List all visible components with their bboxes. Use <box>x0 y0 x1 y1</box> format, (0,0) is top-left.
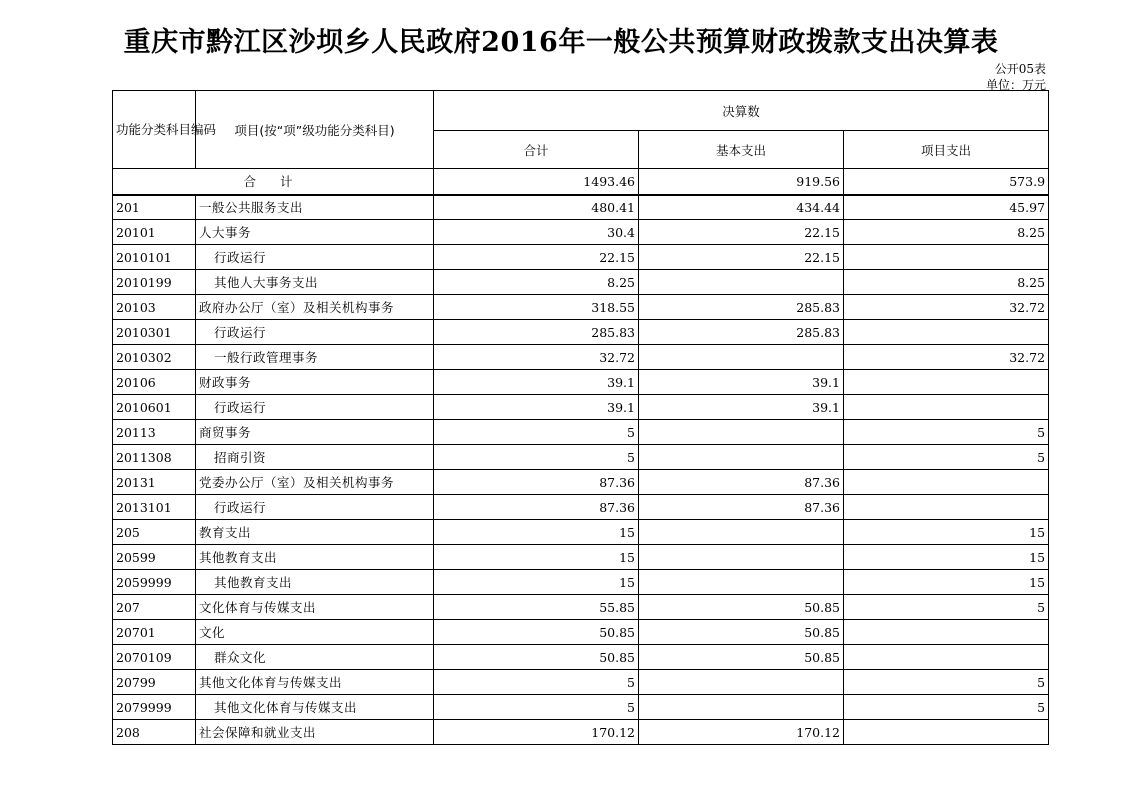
row-total: 15 <box>434 545 639 570</box>
row-code: 2010199 <box>113 270 196 295</box>
row-basic: 50.85 <box>639 620 844 645</box>
row-basic: 50.85 <box>639 595 844 620</box>
table-row <box>113 370 1049 395</box>
row-project: 8.25 <box>844 220 1049 245</box>
table-row <box>113 320 1049 345</box>
row-project: 5 <box>844 670 1049 695</box>
row-project: 32.72 <box>844 295 1049 320</box>
row-basic: 22.15 <box>639 220 844 245</box>
row-basic: 170.12 <box>639 720 844 745</box>
table-row <box>113 395 1049 420</box>
row-basic: 434.44 <box>639 195 844 220</box>
row-name: 一般行政管理事务 <box>196 345 434 370</box>
table-row <box>113 545 1049 570</box>
row-code: 205 <box>113 520 196 545</box>
row-basic: 285.83 <box>639 320 844 345</box>
row-name: 文化体育与传媒支出 <box>196 595 434 620</box>
row-name: 行政运行 <box>196 395 434 420</box>
row-basic: 87.36 <box>639 470 844 495</box>
row-project: 5 <box>844 420 1049 445</box>
table-row <box>113 245 1049 270</box>
row-code: 208 <box>113 720 196 745</box>
row-code: 20599 <box>113 545 196 570</box>
row-total: 39.1 <box>434 370 639 395</box>
row-project <box>844 720 1049 745</box>
header-code: 功能分类科目编码 <box>113 91 196 169</box>
row-name: 人大事务 <box>196 220 434 245</box>
row-basic <box>639 570 844 595</box>
row-code: 20106 <box>113 370 196 395</box>
row-total: 480.41 <box>434 195 639 220</box>
row-basic: 87.36 <box>639 495 844 520</box>
row-basic: 50.85 <box>639 645 844 670</box>
row-name: 财政事务 <box>196 370 434 395</box>
table-row <box>113 445 1049 470</box>
row-name: 其他文化体育与传媒支出 <box>196 695 434 720</box>
row-total: 5 <box>434 670 639 695</box>
header-final-amount: 决算数 <box>434 91 1049 131</box>
table-row <box>113 420 1049 445</box>
row-code: 2013101 <box>113 495 196 520</box>
row-name: 其他教育支出 <box>196 545 434 570</box>
row-total: 87.36 <box>434 470 639 495</box>
row-project <box>844 620 1049 645</box>
row-code: 20101 <box>113 220 196 245</box>
table-row <box>113 295 1049 320</box>
row-code: 2010601 <box>113 395 196 420</box>
row-name: 社会保障和就业支出 <box>196 720 434 745</box>
row-basic: 285.83 <box>639 295 844 320</box>
row-name: 招商引资 <box>196 445 434 470</box>
row-basic <box>639 445 844 470</box>
row-name: 文化 <box>196 620 434 645</box>
row-project: 15 <box>844 570 1049 595</box>
row-total: 15 <box>434 520 639 545</box>
row-total: 55.85 <box>434 595 639 620</box>
row-project <box>844 370 1049 395</box>
row-name: 商贸事务 <box>196 420 434 445</box>
table-row <box>113 520 1049 545</box>
row-code: 20701 <box>113 620 196 645</box>
row-total: 87.36 <box>434 495 639 520</box>
row-code: 20799 <box>113 670 196 695</box>
row-code: 2070109 <box>113 645 196 670</box>
page-title: 重庆市黔江区沙坝乡人民政府2016年一般公共预算财政拨款支出决算表 <box>123 27 999 58</box>
row-name: 一般公共服务支出 <box>196 195 434 220</box>
row-project <box>844 395 1049 420</box>
table-row <box>113 620 1049 645</box>
header-basic: 基本支出 <box>639 131 844 169</box>
row-code: 2010101 <box>113 245 196 270</box>
row-basic <box>639 545 844 570</box>
row-total: 50.85 <box>434 645 639 670</box>
row-project: 45.97 <box>844 195 1049 220</box>
row-total: 5 <box>434 695 639 720</box>
row-total: 32.72 <box>434 345 639 370</box>
row-name: 政府办公厅（室）及相关机构事务 <box>196 295 434 320</box>
row-total: 5 <box>434 445 639 470</box>
row-name: 党委办公厅（室）及相关机构事务 <box>196 470 434 495</box>
row-basic <box>639 670 844 695</box>
header-total: 合计 <box>434 131 639 169</box>
total-basic: 919.56 <box>639 169 844 195</box>
total-row <box>113 169 1049 195</box>
table-row <box>113 645 1049 670</box>
row-code: 20113 <box>113 420 196 445</box>
row-project: 15 <box>844 545 1049 570</box>
row-name: 其他人大事务支出 <box>196 270 434 295</box>
unit-label: 单位：万元 <box>985 78 1046 92</box>
row-project: 15 <box>844 520 1049 545</box>
row-name: 群众文化 <box>196 645 434 670</box>
row-total: 170.12 <box>434 720 639 745</box>
row-project <box>844 470 1049 495</box>
row-name: 行政运行 <box>196 495 434 520</box>
row-total: 285.83 <box>434 320 639 345</box>
row-project: 5 <box>844 595 1049 620</box>
row-total: 8.25 <box>434 270 639 295</box>
row-project <box>844 320 1049 345</box>
row-name: 其他文化体育与传媒支出 <box>196 670 434 695</box>
row-total: 30.4 <box>434 220 639 245</box>
row-code: 207 <box>113 595 196 620</box>
table-row <box>113 720 1049 745</box>
row-basic <box>639 270 844 295</box>
row-name: 教育支出 <box>196 520 434 545</box>
row-basic <box>639 695 844 720</box>
row-project: 8.25 <box>844 270 1049 295</box>
table-number: 公开05表 <box>994 62 1046 76</box>
row-basic: 39.1 <box>639 395 844 420</box>
table-row <box>113 495 1049 520</box>
budget-table <box>112 90 1049 745</box>
row-total: 5 <box>434 420 639 445</box>
row-project <box>844 245 1049 270</box>
table-row <box>113 220 1049 245</box>
row-code: 2010302 <box>113 345 196 370</box>
row-code: 20103 <box>113 295 196 320</box>
table-row <box>113 595 1049 620</box>
row-name: 其他教育支出 <box>196 570 434 595</box>
row-basic <box>639 520 844 545</box>
header-item: 项目(按“项”级功能分类科目) <box>196 91 434 169</box>
row-total: 318.55 <box>434 295 639 320</box>
row-total: 22.15 <box>434 245 639 270</box>
row-basic <box>639 420 844 445</box>
header-project: 项目支出 <box>844 131 1049 169</box>
table-row <box>113 670 1049 695</box>
row-name: 行政运行 <box>196 320 434 345</box>
row-total: 39.1 <box>434 395 639 420</box>
total-project: 573.9 <box>844 169 1049 195</box>
row-code: 201 <box>113 195 196 220</box>
row-code: 20131 <box>113 470 196 495</box>
row-project <box>844 495 1049 520</box>
row-total: 50.85 <box>434 620 639 645</box>
row-project: 32.72 <box>844 345 1049 370</box>
row-code: 2059999 <box>113 570 196 595</box>
table-row <box>113 570 1049 595</box>
table-row <box>113 345 1049 370</box>
row-project: 5 <box>844 445 1049 470</box>
table-row <box>113 470 1049 495</box>
row-total: 15 <box>434 570 639 595</box>
row-code: 2010301 <box>113 320 196 345</box>
row-basic: 22.15 <box>639 245 844 270</box>
row-basic <box>639 345 844 370</box>
row-basic: 39.1 <box>639 370 844 395</box>
row-name: 行政运行 <box>196 245 434 270</box>
row-project: 5 <box>844 695 1049 720</box>
table-row <box>113 195 1049 220</box>
table-row <box>113 270 1049 295</box>
row-project <box>844 645 1049 670</box>
row-code: 2011308 <box>113 445 196 470</box>
total-label: 合 计 <box>113 169 434 195</box>
row-code: 2079999 <box>113 695 196 720</box>
total-amount: 1493.46 <box>434 169 639 195</box>
table-row <box>113 695 1049 720</box>
